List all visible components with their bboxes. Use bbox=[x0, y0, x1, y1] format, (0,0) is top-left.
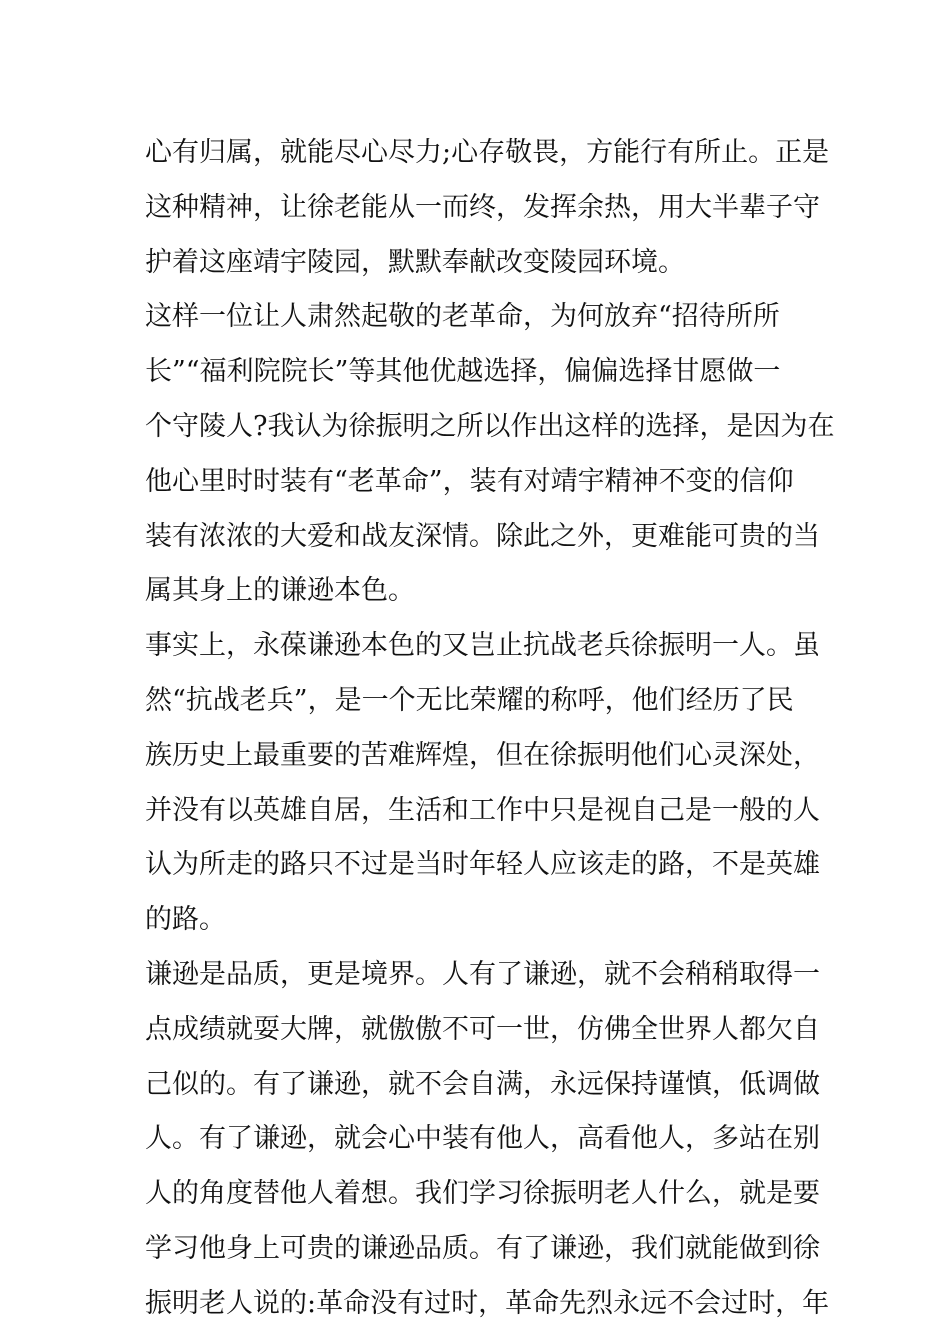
text-line: 谦逊是品质，更是境界。人有了谦逊，就不会稍稍取得一 bbox=[145, 958, 820, 990]
text-line: 这样一位让人肃然起敬的老革命，为何放弃“招待所所 bbox=[145, 301, 780, 333]
text-line: 的路。 bbox=[145, 904, 226, 936]
text-line: 装有浓浓的大爱和战友深情。除此之外，更难能可贵的当 bbox=[145, 520, 820, 552]
text-line: 并没有以英雄自居，生活和工作中只是视自己是一般的人 bbox=[145, 794, 820, 826]
text-line: 然“抗战老兵”，是一个无比荣耀的称呼，他们经历了民 bbox=[145, 684, 794, 716]
text-line: 个守陵人?我认为徐振明之所以作出这样的选择，是因为在 bbox=[145, 410, 835, 442]
document-body bbox=[145, 126, 835, 1332]
text-line: 这种精神，让徐老能从一而终，发挥余热，用大半辈子守 bbox=[145, 191, 820, 223]
text-line: 族历史上最重要的苦难辉煌，但在徐振明他们心灵深处， bbox=[145, 739, 820, 771]
text-line: 心有归属，就能尽心尽力;心存敬畏，方能行有所止。正是 bbox=[145, 137, 830, 168]
text-line: 己似的。有了谦逊，就不会自满，永远保持谨慎，低调做 bbox=[145, 1068, 820, 1100]
text-line: 长”“福利院院长”等其他优越选择，偏偏选择甘愿做一 bbox=[145, 356, 781, 388]
text-line: 人的角度替他人着想。我们学习徐振明老人什么，就是要 bbox=[145, 1178, 820, 1210]
text-line: 人。有了谦逊，就会心中装有他人，高看他人，多站在别 bbox=[145, 1123, 820, 1155]
text-line: 点成绩就耍大牌，就傲傲不可一世，仿佛全世界人都欠自 bbox=[145, 1013, 820, 1045]
text-line: 他心里时时装有“老革命”，装有对靖宇精神不变的信仰 bbox=[145, 465, 794, 497]
text-line: 学习他身上可贵的谦逊品质。有了谦逊，我们就能做到徐 bbox=[145, 1232, 820, 1264]
text-line: 属其身上的谦逊本色。 bbox=[145, 575, 415, 607]
text-line: 护着这座靖宇陵园，默默奉献改变陵园环境。 bbox=[145, 246, 685, 278]
text-line: 事实上，永葆谦逊本色的又岂止抗战老兵徐振明一人。虽 bbox=[145, 630, 820, 662]
text-line: 认为所走的路只不过是当时年轻人应该走的路，不是英雄 bbox=[145, 849, 820, 881]
text-line: 振明老人说的:革命没有过时，革命先烈永远不会过时，年 bbox=[145, 1287, 830, 1319]
